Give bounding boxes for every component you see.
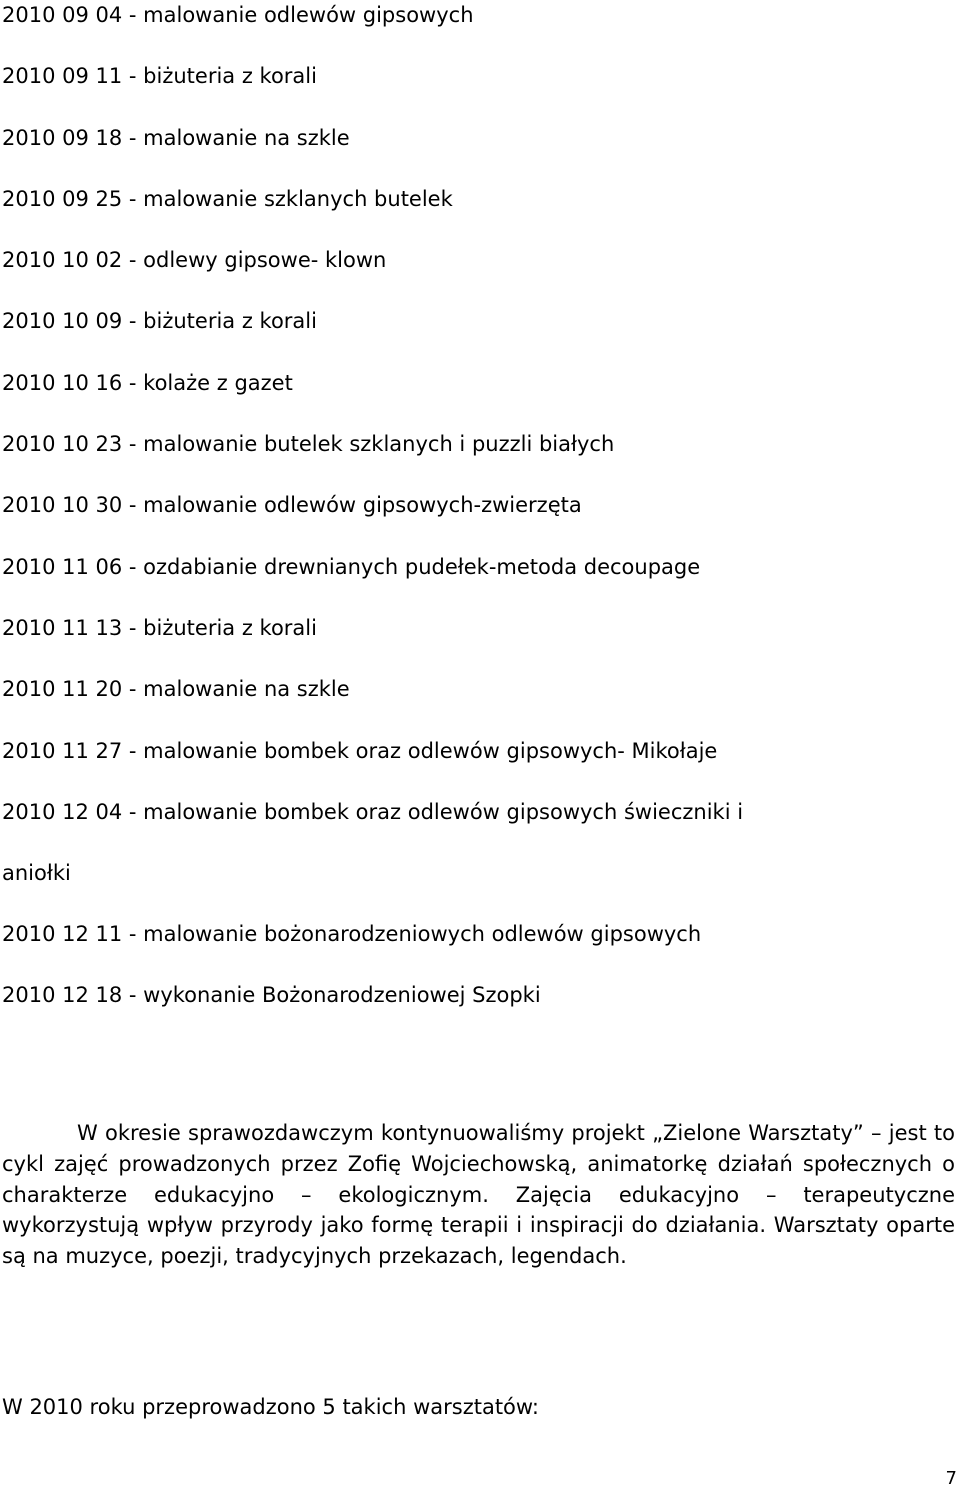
page-number: 7 [945,1468,957,1489]
schedule-entry: 2010 09 18 - malowanie na szkle [2,125,350,150]
schedule-list [2,0,942,1042]
schedule-entry: 2010 09 04 - malowanie odlewów gipsowych [2,3,474,27]
schedule-entry: 2010 11 13 - biżuteria z korali [2,615,317,640]
project-description-paragraph: W okresie sprawozdawczym kontynuowaliśmy projekt „Zielone Warsztaty” – jest to cykl zajęć prowadzonych przez Zofię Wojciechowską, animatorkę działań społecznych o charakterze edukacyjno – ekologicznym. Zajęcia edukacyjno – terapeutyczne wykorzystują wpływ przyrody jako formę terapii i inspiracji do działania. Warsztaty oparte są na muzyce, poezji, tradycyjnych przekazach, legendach. [2,1121,955,1269]
schedule-entry [2,797,942,888]
schedule-entry-text: 2010 12 04 - malowanie bombek oraz odlewów gipsowych świeczniki i [2,799,744,824]
schedule-entry: 2010 10 02 - odlewy gipsowe- klown [2,248,387,273]
schedule-entry: 2010 12 18 - wykonanie Bożonarodzeniowej Szopki [2,983,541,1008]
schedule-entry: 2010 12 11 - malowanie bożonarodzeniowych odlewów gipsowych [2,922,702,947]
schedule-entry: 2010 09 25 - malowanie szklanych butelek [2,186,453,211]
schedule-entry: 2010 09 11 - biżuteria z korali [2,64,317,89]
schedule-entry: 2010 10 16 - kolaże z gazet [2,370,293,395]
schedule-entry: 2010 10 30 - malowanie odlewów gipsowych-zwierzęta [2,493,582,518]
schedule-entry: 2010 10 23 - malowanie butelek szklanych i puzzli białych [2,432,615,457]
schedule-entry: 2010 11 06 - ozdabianie drewnianych pudełek-metoda decoupage [2,554,701,579]
schedule-entry: 2010 11 27 - malowanie bombek oraz odlewów gipsowych- Mikołaje [2,738,718,763]
workshops-summary: W 2010 roku przeprowadzono 5 takich warsztatów: [2,1395,540,1419]
schedule-entry-continuation: aniołki [2,860,71,885]
schedule-entry: 2010 10 09 - biżuteria z korali [2,309,317,334]
schedule-entry: 2010 11 20 - malowanie na szkle [2,677,350,702]
